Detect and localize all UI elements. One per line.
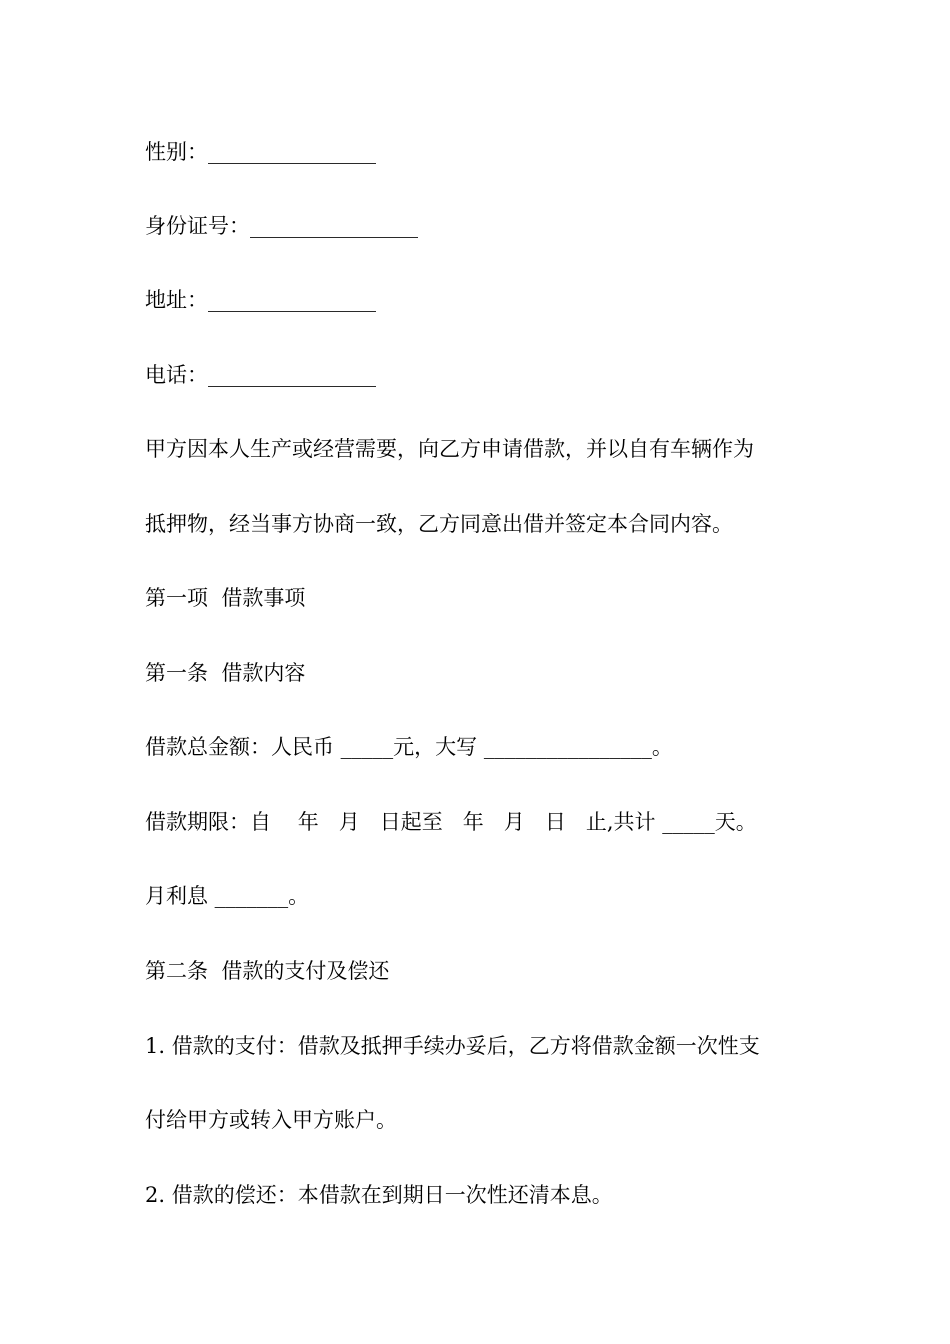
- monthly-interest-line: 月利息 _______。: [145, 884, 310, 908]
- field-address: 地址：________________: [145, 288, 376, 312]
- field-id-number: 身份证号：________________: [145, 214, 418, 238]
- paragraph-purpose-line-2: 抵押物，经当事方协商一致，乙方同意出借并签定本合同内容。: [145, 512, 733, 536]
- field-gender: 性别：________________: [145, 140, 376, 164]
- loan-term-line: 借款期限：自 年 月 日起至 年 月 日 止,共计 _____天。: [145, 810, 757, 834]
- article-heading-1: 第一条 借款内容: [145, 661, 306, 685]
- section-heading-1: 第一项 借款事项: [145, 586, 306, 610]
- field-phone: 电话：________________: [145, 363, 376, 387]
- loan-amount-line: 借款总金额：人民币 _____元，大写 ________________。: [145, 735, 673, 759]
- payment-clause-line-2: 付给甲方或转入甲方账户。: [145, 1108, 397, 1132]
- payment-clause-line-1: 1. 借款的支付：借款及抵押手续办妥后，乙方将借款金额一次性支: [145, 1034, 760, 1058]
- article-heading-2: 第二条 借款的支付及偿还: [145, 959, 390, 983]
- paragraph-purpose-line-1: 甲方因本人生产或经营需要，向乙方申请借款，并以自有车辆作为: [145, 437, 754, 461]
- repayment-clause-line: 2. 借款的偿还：本借款在到期日一次性还清本息。: [145, 1183, 613, 1207]
